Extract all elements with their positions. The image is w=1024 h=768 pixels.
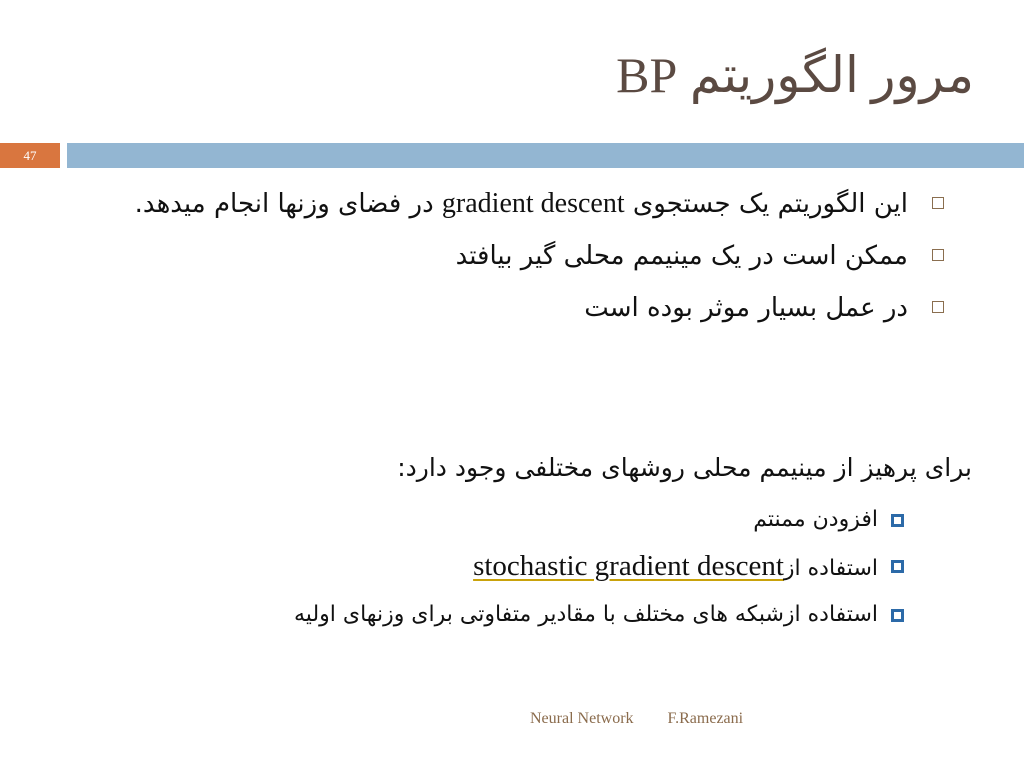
footer [530, 710, 743, 728]
slide-title [60, 47, 974, 103]
sub-bullet-text: افزودن ممنتم [753, 507, 878, 532]
filled-square-bullet-icon [891, 609, 904, 622]
sub-bullet-term: stochastic gradient descent [473, 550, 784, 582]
bullet-text: در فضای وزنها انجام میدهد. [134, 189, 434, 219]
bullet-item [104, 237, 944, 275]
sub-bullet-list [44, 502, 904, 643]
bullet-item [104, 185, 944, 223]
title-persian: مرور الگوریتم [689, 47, 974, 103]
title-latin: BP [616, 47, 678, 103]
bullet-text: در عمل بسیار موثر بوده است [584, 293, 908, 323]
intro-paragraph: برای پرهیز از مینیمم محلی روشهای مختلفی وجود دارد: [397, 453, 972, 482]
sub-bullet-item [44, 597, 904, 633]
header-band [0, 143, 1024, 168]
hollow-square-bullet-icon [932, 301, 944, 313]
footer-course: Neural Network [530, 710, 634, 727]
filled-square-bullet-icon [891, 514, 904, 527]
slide-number: 47 [0, 143, 60, 168]
hollow-square-bullet-icon [932, 249, 944, 261]
sub-bullet-text: استفاده ازشبکه های مختلف با مقادیر متفاوتی برای وزنهای اولیه [294, 602, 878, 627]
hollow-square-bullet-icon [932, 197, 944, 209]
bullet-text: ممکن است در یک مینیمم محلی گیر بیافتد [455, 241, 908, 271]
bullet-text: این الگوریتم یک جستجوی [632, 189, 908, 219]
sub-bullet-item [44, 548, 904, 587]
bullet-list [104, 185, 944, 341]
bullet-term: gradient descent [441, 188, 625, 219]
footer-author: F.Ramezani [667, 710, 744, 727]
filled-square-bullet-icon [891, 560, 904, 573]
bullet-item [104, 289, 944, 327]
header-bar [67, 143, 1024, 168]
sub-bullet-item [44, 502, 904, 538]
sub-bullet-text: استفاده از [783, 556, 878, 581]
